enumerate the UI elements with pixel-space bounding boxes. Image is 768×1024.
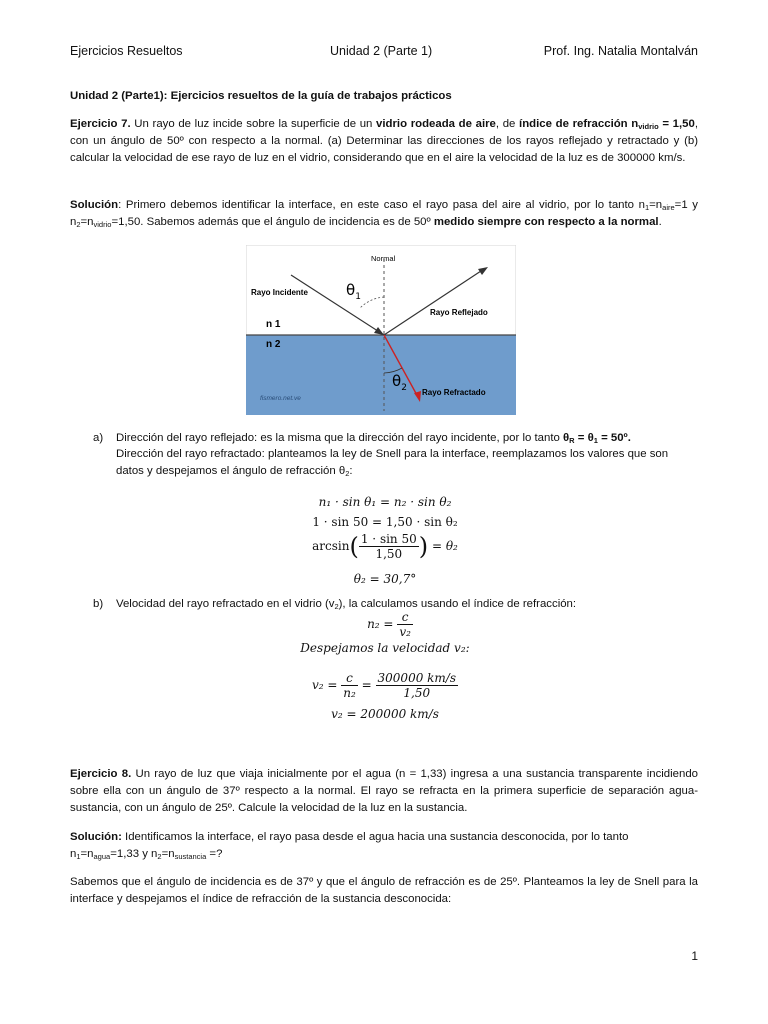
sol8-t6: =? xyxy=(206,848,223,860)
velocity-num1: c xyxy=(341,671,358,686)
ex7-b2: índice de refracción n xyxy=(519,118,639,130)
theta2-glyph: θ xyxy=(392,372,402,390)
theta2-sub: 2 xyxy=(401,383,407,393)
diagram-watermark: fismero.net.ve xyxy=(260,395,301,402)
solution-8-line2 xyxy=(70,846,698,863)
solution-8-text xyxy=(70,829,698,846)
part-a-marker: a) xyxy=(93,432,104,444)
velocity-den2: 1,50 xyxy=(403,686,431,700)
arcsin-result: = θ₂ xyxy=(431,539,458,553)
glass-region xyxy=(246,335,516,415)
velocity-result: v₂ = 200000 km/s xyxy=(331,707,439,721)
sol7-t2: =n xyxy=(649,199,663,211)
exercise-7-text xyxy=(70,116,698,167)
index-fraction xyxy=(397,610,413,639)
ex7-b1: vidrio rodeada de aire xyxy=(376,118,496,130)
sol8-s1: 1 xyxy=(76,852,81,861)
index-lhs: n₂ = xyxy=(367,617,394,631)
part-a-l2: Dirección del rayo refractado: planteamos la ley de Snell para la interface, reemplazamos los valores que son datos y despejamos el ángulo de refracción θ xyxy=(116,448,669,477)
part-b-marker: b) xyxy=(93,598,104,610)
arcsin-label: arcsin xyxy=(312,539,350,553)
sol7-t1: : Primero debemos identificar la interface, en este caso el rayo pasa del aire al vidrio, por lo tanto n xyxy=(118,199,645,211)
arcsin-fraction xyxy=(359,532,419,561)
sol8-t5: =n xyxy=(161,848,175,860)
ex8-text: Un rayo de luz que viaja inicialmente por el agua (n = 1,33) ingresa a una sustancia transparente incidiendo sobre ella con un ángulo de 37º respecto a la normal. El rayo se refracta en la primera superficie de separación agua-sustancia, con un ángulo de 25º. Calcule la velocidad de la luz en la sustancia. xyxy=(70,768,699,814)
part-a-l2sub: 2 xyxy=(345,469,350,478)
theta1-sub: 1 xyxy=(355,292,361,302)
refracted-label: Rayo Refractado xyxy=(422,388,486,397)
velocity-equals: = xyxy=(361,678,372,692)
arcsin-den: 1,50 xyxy=(375,547,403,561)
part-a-l1a: Dirección del rayo reflejado: es la misma que la dirección del rayo incidente, por lo tanto xyxy=(116,432,563,444)
sol7-t3: =1 y n xyxy=(70,199,698,228)
despejamos-line: Despejamos la velocidad v₂: xyxy=(300,641,470,655)
sol8-t3: =n xyxy=(80,848,94,860)
refraction-diagram xyxy=(246,245,516,415)
part-b-t1: Velocidad del rayo refractado en el vidrio (v xyxy=(116,598,335,610)
velocity-lhs: v₂ = xyxy=(311,678,338,692)
part-a-l1c: = θ xyxy=(574,432,594,444)
sol8-t1: Identificamos la interface, el rayo pasa desde el agua hacia una sustancia desconocida, por lo tanto xyxy=(121,831,629,843)
snell-substituted: 1 · sin 50 = 1,50 · sin θ₂ xyxy=(312,515,458,529)
normal-label: Normal xyxy=(371,254,396,263)
ex7-t2: , de xyxy=(495,118,520,130)
exercise-8-text xyxy=(70,766,698,817)
ex7-t3: , con un ángulo de 50º con respecto a la normal. (a) Determinar las direcciones de los rayos reflejado y retractado y (b) calcular la velocidad de ese rayo de luz en el vidrio, considerando que en el aire la velocidad de la luz es de 300000 km/s. xyxy=(70,118,698,164)
header-left: Ejercicios Resueltos xyxy=(70,44,183,58)
n1-label: n 1 xyxy=(266,319,281,330)
velocity-fraction-2 xyxy=(376,671,458,700)
page-number: 1 xyxy=(691,949,698,963)
part-a-l2end: : xyxy=(349,465,353,477)
header-right: Prof. Ing. Natalia Montalván xyxy=(543,44,698,58)
ex7-b2sub: vidrio xyxy=(638,122,659,131)
sol7-s1: 1 xyxy=(644,203,650,212)
sol8-t2: n xyxy=(70,848,77,860)
solution-8-label: Solución: xyxy=(70,831,122,843)
arcsin-equation: arcsin( $\frac{1 \cdot \sin 50}{1,50}$ ) = θ₂ xyxy=(312,532,458,561)
part-b-sub: 2 xyxy=(334,602,339,611)
theta1-glyph: θ xyxy=(346,281,356,299)
velocity-equation xyxy=(260,671,510,700)
sol8-s4: sustancia xyxy=(174,852,207,861)
velocity-den1: n₂ xyxy=(343,686,356,700)
index-den: v₂ xyxy=(399,625,411,639)
solution-7-label: Solución xyxy=(70,199,119,211)
part-a-l1bsub: R xyxy=(569,436,575,445)
sol7-t6: . xyxy=(658,216,662,228)
part-b-t2: ), la calculamos usando el índice de refracción: xyxy=(338,598,577,610)
sol8-s2: agua xyxy=(93,852,111,861)
document-title: Unidad 2 (Parte1): Ejercicios resueltos de la guía de trabajos prácticos xyxy=(70,90,452,102)
solution-7-text xyxy=(70,197,698,231)
incident-label: Rayo Incidente xyxy=(251,288,308,297)
sol7-s4: vidrio xyxy=(93,220,112,229)
part-a-l1b: θ xyxy=(563,432,570,444)
sol8-t4: =1,33 y n xyxy=(110,848,158,860)
index-num: c xyxy=(397,610,413,625)
snell-equation: n₁ · sin θ₁ = n₂ · sin θ₂ xyxy=(318,495,452,509)
exercise-8-label: Ejercicio 8. xyxy=(70,768,132,780)
n2-label: n 2 xyxy=(266,339,281,350)
ex7-t1: Un rayo de luz incide sobre la superficie de un xyxy=(130,118,377,130)
sol7-t4: =n xyxy=(80,216,94,228)
sol8-s3: 2 xyxy=(157,852,162,861)
part-a-line1 xyxy=(116,430,698,447)
part-a-l1d: = 50º. xyxy=(597,432,631,444)
sol7-s2: aire xyxy=(662,203,675,212)
reflected-label: Rayo Reflejado xyxy=(430,308,488,317)
velocity-num2: 300000 km/s xyxy=(377,671,457,685)
part-a-l1csub: 1 xyxy=(593,436,598,445)
part-a-line2 xyxy=(116,446,698,480)
ex7-b3: = 1,50 xyxy=(658,118,695,130)
theta2-result: θ₂ = 30,7° xyxy=(353,572,417,586)
exercise-7-label: Ejercicio 7. xyxy=(70,118,131,130)
arcsin-num: 1 · sin 50 xyxy=(360,532,417,546)
sol7-t5: =1,50. Sabemos además que el ángulo de incidencia es de 50º xyxy=(111,216,434,228)
velocity-fraction-1 xyxy=(341,671,358,700)
header-center: Unidad 2 (Parte 1) xyxy=(330,44,433,58)
solution-8-paragraph: Sabemos que el ángulo de incidencia es de 37º y que el ángulo de refracción es de 25º. Planteamos la ley de Snell para la interface y despejamos el índice de refracción de la sustancia desconocida: xyxy=(70,876,698,905)
sol7-b1: medido siempre con respecto a la normal xyxy=(433,216,659,228)
sol7-s3: 2 xyxy=(76,220,81,229)
index-equation xyxy=(300,610,480,639)
